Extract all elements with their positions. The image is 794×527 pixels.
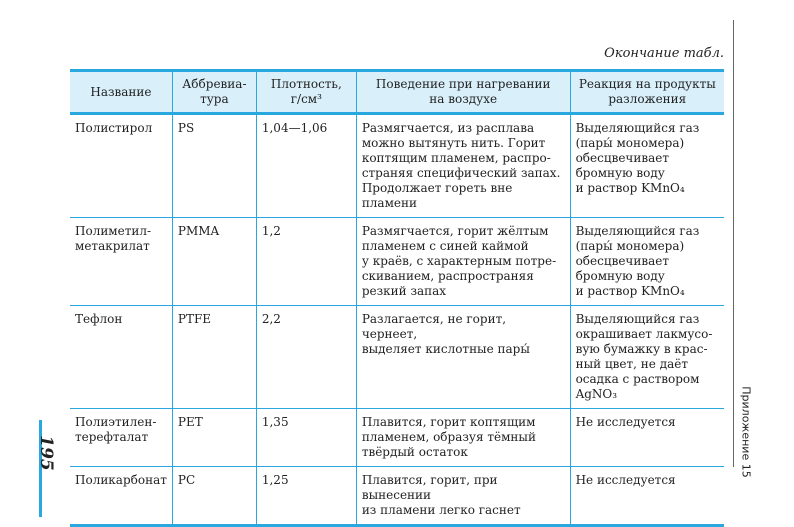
- cell-density: 1,35: [256, 409, 356, 467]
- cell-decomposition-reaction: Выделяющийся газ (пары́ мономера) обесцвечивает бромную воду и раствор KMnO₄: [570, 114, 724, 218]
- cell-heating-behavior: Плавится, горит коптящим пламенем, образуя тёмный твёрдый остаток: [356, 409, 570, 467]
- cell-name: Полиметил- метакрилат: [70, 218, 172, 306]
- cell-heating-behavior: Разлагается, не горит, чернеет, выделяет кислотные пары́: [356, 306, 570, 409]
- cell-density: 1,04—1,06: [256, 114, 356, 218]
- header-heating-behavior: Поведение при нагревании на воздухе: [356, 71, 570, 114]
- cell-name: Полиэтилен- терефталат: [70, 409, 172, 467]
- cell-density: 1,25: [256, 467, 356, 526]
- table-row: [70, 409, 724, 467]
- cell-abbreviation: PET: [172, 409, 256, 467]
- cell-heating-behavior: Плавится, горит, при вынесении из пламени легко гаснет: [356, 467, 570, 526]
- header-name: Название: [70, 71, 172, 114]
- appendix-label: Приложение 15: [739, 386, 753, 478]
- cell-name: Тефлон: [70, 306, 172, 409]
- cell-density: 2,2: [256, 306, 356, 409]
- header-decomposition-reaction: Реакция на продукты разложения: [570, 71, 724, 114]
- header-density: Плотность, г/см³: [256, 71, 356, 114]
- cell-abbreviation: PS: [172, 114, 256, 218]
- table-header-row: [70, 71, 724, 114]
- cell-name: Поликарбонат: [70, 467, 172, 526]
- page-number: 195: [36, 435, 56, 471]
- table-row: [70, 218, 724, 306]
- table-row: [70, 114, 724, 218]
- cell-abbreviation: PC: [172, 467, 256, 526]
- cell-decomposition-reaction: Выделяющийся газ окрашивает лакмусо- вую бумажку в крас- ный цвет, не даёт осадка с раствором AgNO₃: [570, 306, 724, 409]
- cell-abbreviation: PTFE: [172, 306, 256, 409]
- cell-density: 1,2: [256, 218, 356, 306]
- cell-name: Полистирол: [70, 114, 172, 218]
- cell-decomposition-reaction: Выделяющийся газ (пары́ мономера) обесцвечивает бромную воду и раствор KMnO₄: [570, 218, 724, 306]
- cell-abbreviation: PMMA: [172, 218, 256, 306]
- table-row: [70, 306, 724, 409]
- header-abbreviation: Аббревиа- тура: [172, 71, 256, 114]
- cell-heating-behavior: Размягчается, горит жёлтым пламенем с синей каймой у краёв, с характерным потре- скиванием, распространяя резкий запах: [356, 218, 570, 306]
- cell-heating-behavior: Размягчается, из расплава можно вытянуть нить. Горит коптящим пламенем, распро- страняя специфический запах. Продолжает гореть вне пламени: [356, 114, 570, 218]
- margin-divider: [733, 20, 734, 467]
- table-continuation-caption: Окончание табл.: [604, 46, 724, 61]
- cell-decomposition-reaction: Не исследуется: [570, 467, 724, 526]
- cell-decomposition-reaction: Не исследуется: [570, 409, 724, 467]
- polymer-properties-table: [70, 69, 724, 527]
